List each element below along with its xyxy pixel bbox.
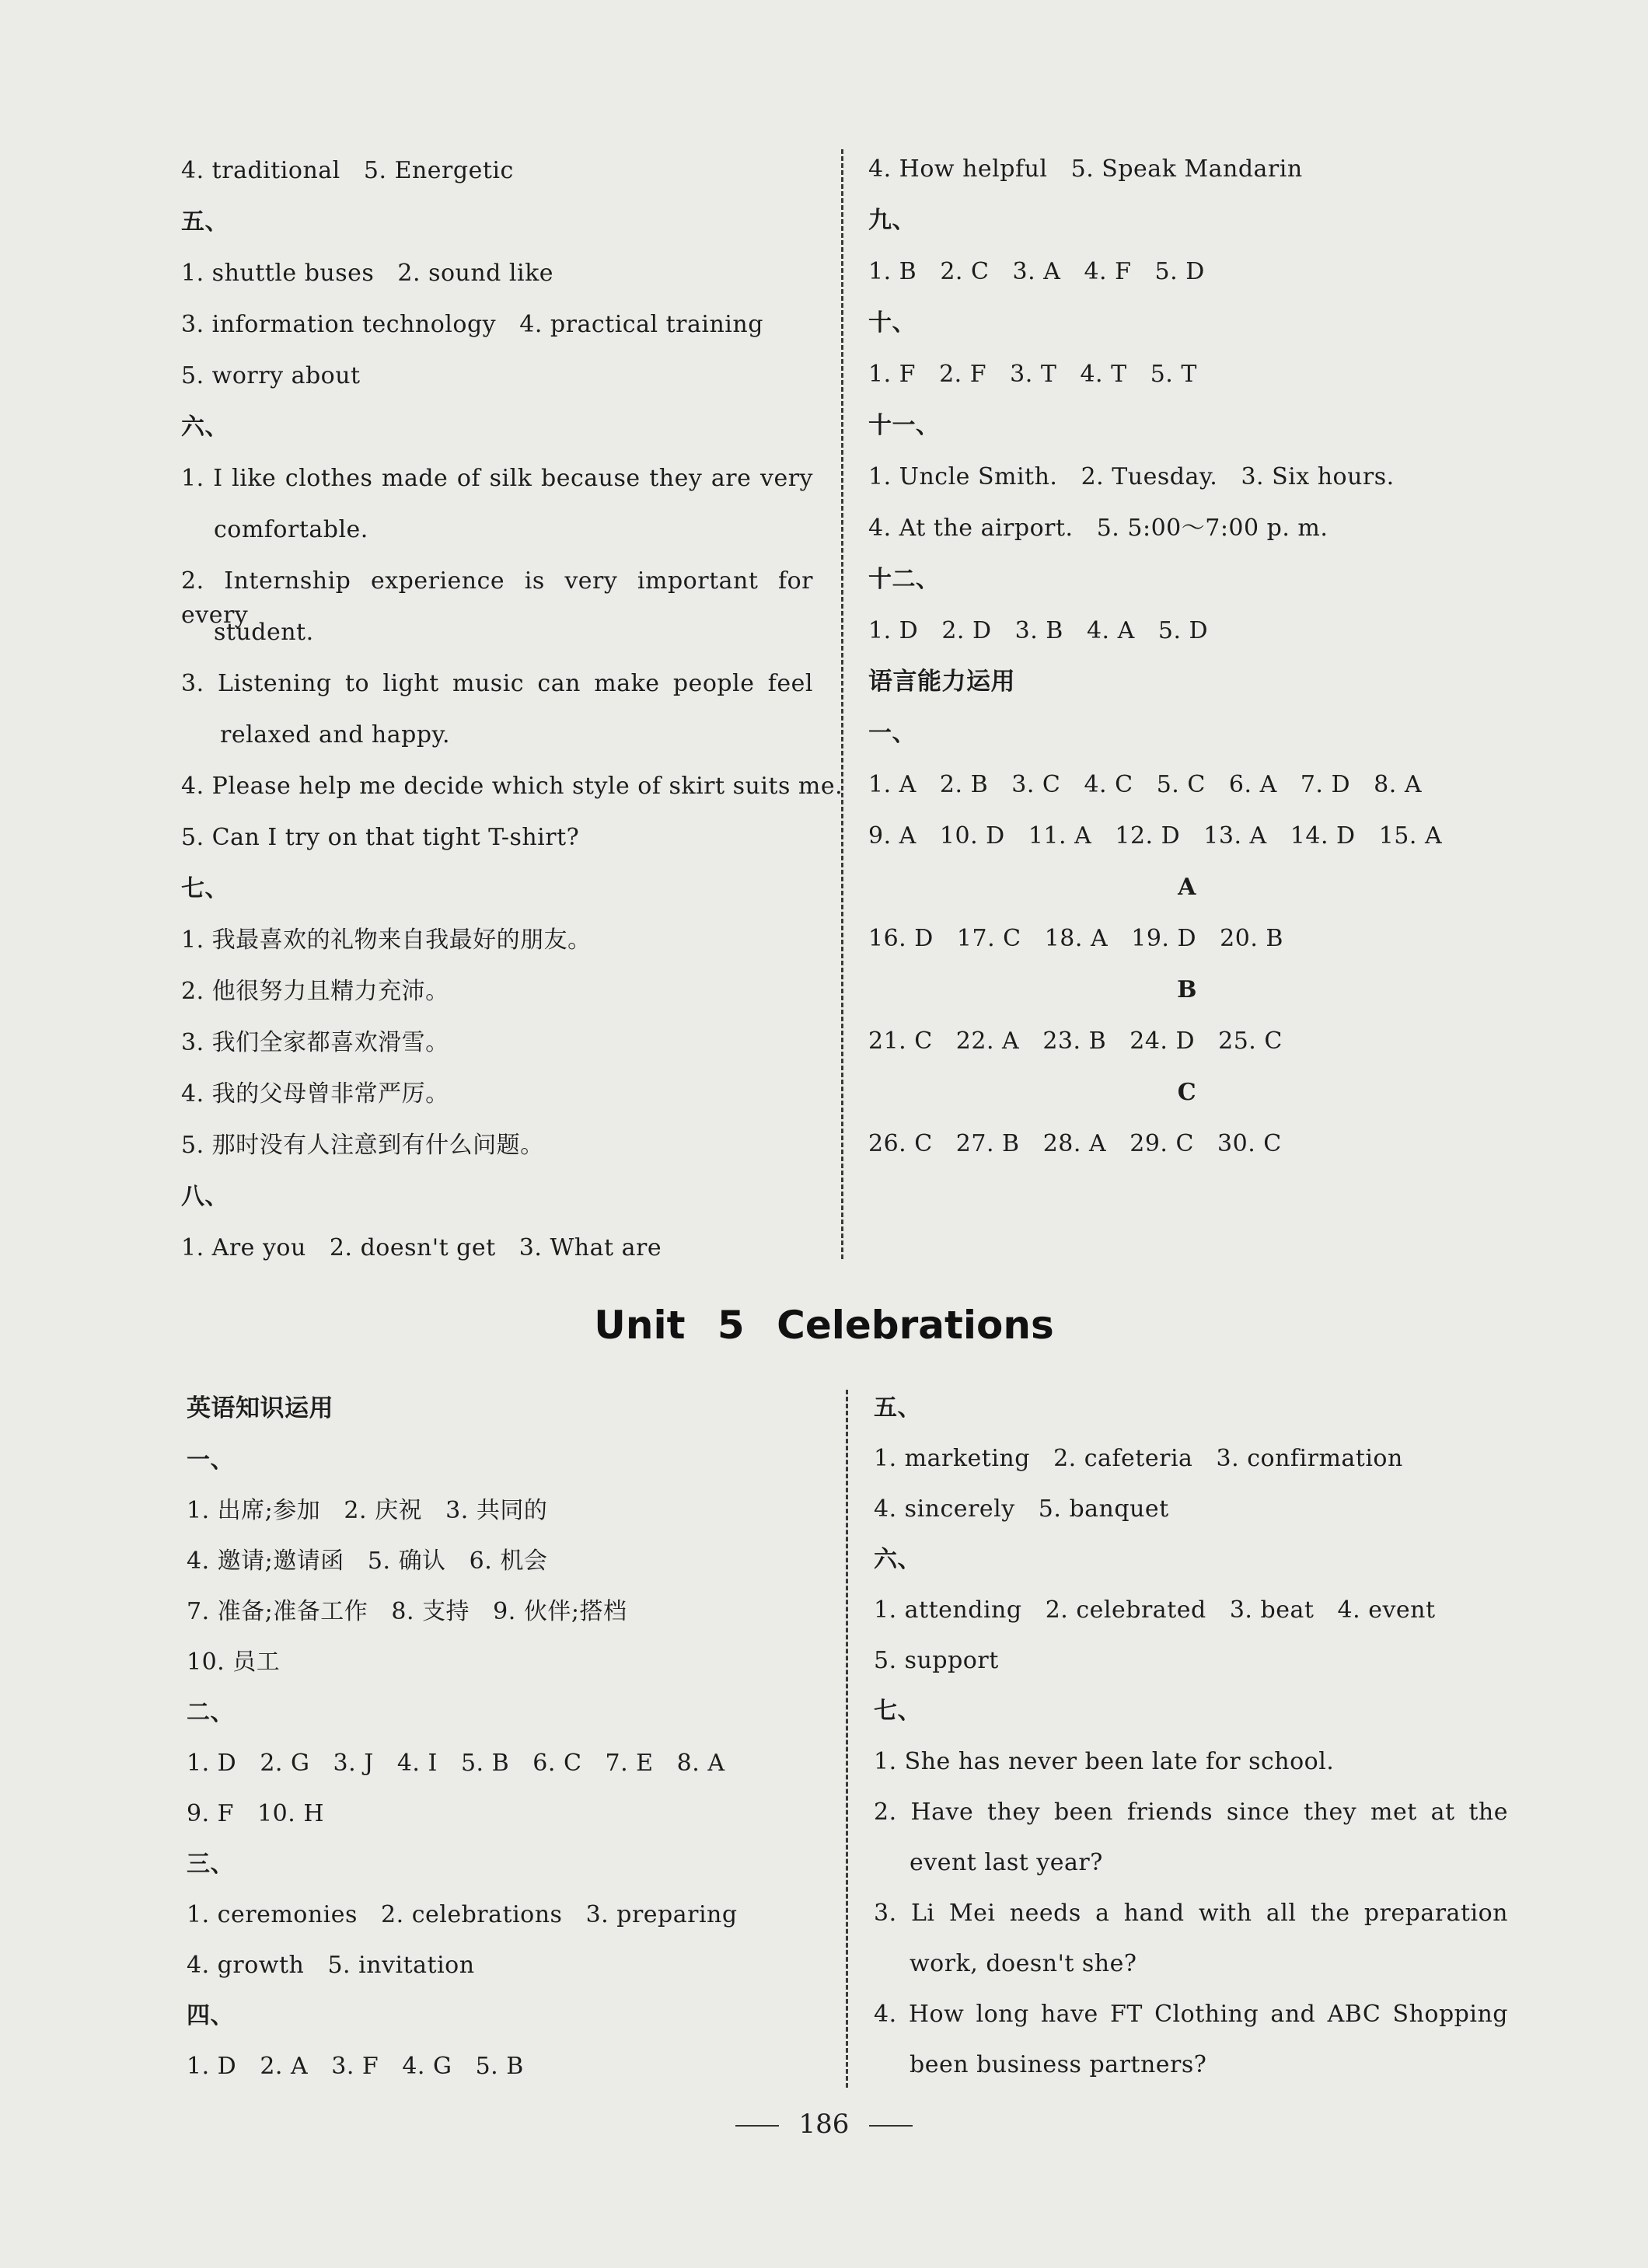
item-number: 4. (1337, 1596, 1361, 1624)
item-number: 9. (493, 1598, 516, 1625)
answer-text: Tuesday. (1112, 463, 1218, 490)
page-number (0, 2105, 1648, 2144)
section-heading-1: 一、 (868, 720, 916, 747)
section-heading-6: 六、 (874, 1546, 921, 1573)
answer-text: Speak Mandarin (1102, 155, 1303, 183)
item-number: 3. (1229, 1596, 1253, 1624)
dash-right (869, 2125, 913, 2127)
answer-line (874, 1593, 1436, 1628)
answer-line (181, 359, 361, 393)
answer-line: 1. D 2. A 3. F 4. G 5. B (187, 2053, 524, 2080)
answer-line (181, 821, 579, 855)
item-number: 3. (181, 311, 204, 338)
answer-line (874, 1745, 1334, 1779)
answer-text: 我们全家都喜欢滑雪。 (211, 1029, 449, 1056)
page-number-value: 186 (798, 2109, 850, 2140)
answer-text: 我的父母曾非常严厉。 (211, 1080, 449, 1108)
answer-line (868, 152, 1303, 187)
section-heading-5: 五、 (874, 1394, 921, 1422)
section-heading-2: 二、 (187, 1699, 234, 1726)
section-heading-9: 九、 (868, 207, 916, 234)
section-title-english-knowledge: 英语知识运用 (187, 1394, 333, 1422)
item-number: 4. (181, 1080, 204, 1108)
answer-text: shuttle buses (211, 260, 375, 287)
answer-text: 他很努力且精力充沛。 (211, 978, 449, 1005)
answer-line (181, 308, 763, 342)
passage-marker-c: C (1177, 1079, 1197, 1106)
answer-text: 伙伴;搭档 (523, 1598, 627, 1625)
item-number: 2. (181, 978, 204, 1005)
answer-text: beat (1260, 1596, 1315, 1624)
section-heading-6: 六、 (181, 413, 229, 441)
section-heading-4: 四、 (187, 2002, 234, 2029)
answer-line: 9. A 10. D 11. A 12. D 13. A 14. D 15. A (868, 822, 1443, 850)
answer-text: worry about (211, 362, 361, 389)
answer-text: sound like (428, 260, 554, 287)
answer-text: 机会 (500, 1547, 548, 1575)
section-heading-7: 七、 (181, 875, 229, 902)
item-number: 1. (874, 1596, 897, 1624)
item-number: 1. (187, 1497, 210, 1524)
answer-text: 邀请;邀请函 (217, 1547, 344, 1575)
item-number: 1. (181, 465, 204, 492)
item-number: 2. (329, 1234, 353, 1261)
answer-line (874, 1442, 1403, 1476)
answer-line-continued: work, doesn't she? (910, 1950, 1137, 1977)
item-number: 3. (1216, 1445, 1240, 1472)
item-number: 3. (445, 1497, 469, 1524)
item-number: 1. (181, 1234, 204, 1261)
answer-line-continued: been business partners? (910, 2051, 1207, 2078)
column-divider (841, 149, 843, 1259)
answer-line (868, 460, 1395, 494)
item-number: 2. (397, 260, 421, 287)
item-number: 7. (187, 1598, 210, 1625)
answer-text: How long have FT Clothing and ABC Shopping (908, 2001, 1508, 2028)
answer-line (181, 667, 813, 701)
answer-line: 1. F 2. F 3. T 4. T 5. T (868, 361, 1197, 388)
answer-text: doesn't get (360, 1234, 496, 1261)
item-number: 3. (585, 1901, 609, 1928)
answer-text: Can I try on that tight T-shirt? (211, 824, 580, 851)
answer-text: event (1368, 1596, 1436, 1624)
answer-text: Six hours. (1272, 463, 1395, 490)
answer-line (187, 1645, 280, 1680)
item-number: 8. (391, 1598, 415, 1625)
answer-text: 准备;准备工作 (217, 1598, 368, 1625)
item-number: 4. (874, 1495, 897, 1523)
answer-line (187, 1949, 475, 1983)
item-number: 5. (1096, 515, 1120, 542)
answer-text: Have they been friends since they met at the (910, 1799, 1508, 1826)
answer-line: 26. C 27. B 28. A 29. C 30. C (868, 1130, 1282, 1157)
answer-text: 我最喜欢的礼物来自我最好的朋友。 (211, 926, 592, 954)
item-number: 10. (187, 1649, 225, 1676)
answer-text: attending (904, 1596, 1022, 1624)
answer-text: Li Mei needs a hand with all the preparation (910, 1900, 1508, 1927)
section-heading-3: 三、 (187, 1851, 234, 1878)
answer-text: Are you (211, 1234, 306, 1261)
answer-text: 确认 (398, 1547, 446, 1575)
section-heading-8: 八、 (181, 1183, 229, 1210)
answer-line-continued: student. (214, 619, 314, 646)
item-number: 5. (363, 157, 387, 184)
answer-text: 出席;参加 (217, 1497, 321, 1524)
item-number: 1. (874, 1445, 897, 1472)
answer-text: Internship experience is very important for every (181, 567, 813, 629)
answer-line-continued: event last year? (910, 1849, 1103, 1876)
item-number: 3. (181, 670, 204, 697)
item-number: 5. (181, 1132, 204, 1159)
section-heading-5: 五、 (181, 208, 229, 236)
dash-left (735, 2125, 779, 2127)
answer-line (181, 1026, 449, 1060)
item-number: 1. (874, 1748, 897, 1775)
answer-text: ceremonies (217, 1901, 358, 1928)
answer-line (187, 1595, 627, 1629)
item-number: 1. (187, 1901, 210, 1928)
answer-text: Uncle Smith. (899, 463, 1058, 490)
answer-line-continued: relaxed and happy. (220, 721, 451, 748)
section-title-language-ability: 语言能力运用 (868, 668, 1015, 696)
answer-line (187, 1898, 738, 1932)
answer-line-continued: comfortable. (214, 516, 368, 543)
item-number: 4. (187, 1952, 210, 1979)
item-number: 3. (518, 1234, 543, 1261)
answer-line: 1. D 2. D 3. B 4. A 5. D (868, 617, 1209, 644)
answer-line (181, 923, 592, 958)
item-number: 3. (181, 1029, 204, 1056)
section-heading-10: 十、 (868, 309, 916, 337)
answer-line: 1. B 2. C 3. A 4. F 5. D (868, 258, 1205, 285)
answer-line: 1. A 2. B 3. C 4. C 5. C 6. A 7. D 8. A (868, 771, 1422, 798)
answer-line (181, 1129, 544, 1163)
item-number: 4. (187, 1547, 210, 1575)
answer-line (181, 769, 843, 804)
answer-line (181, 1231, 662, 1265)
answer-text: 员工 (232, 1649, 281, 1676)
answer-text: practical training (550, 311, 763, 338)
item-number: 2. (1053, 1445, 1077, 1472)
answer-line (874, 1644, 999, 1678)
item-number: 2. (1081, 463, 1105, 490)
answer-line (181, 256, 553, 291)
column-divider (846, 1390, 848, 2088)
answer-line (187, 1544, 547, 1579)
item-number: 4. (874, 2001, 897, 2028)
answer-text: 5:00～7:00 p. m. (1127, 515, 1329, 542)
answer-text: How helpful (899, 155, 1048, 183)
answer-line (181, 462, 813, 496)
answer-text: preparing (616, 1901, 738, 1928)
answer-text: 支持 (422, 1598, 470, 1625)
answer-line: 16. D 17. C 18. A 19. D 20. B (868, 925, 1283, 952)
item-number: 5. (327, 1952, 351, 1979)
answer-line: 1. D 2. G 3. J 4. I 5. B 6. C 7. E 8. A (187, 1750, 725, 1777)
answer-text: Listening to light music can make people feel (217, 670, 813, 697)
answer-text: marketing (904, 1445, 1030, 1472)
answer-text: traditional (211, 157, 340, 184)
unit-title: Unit 5 Celebrations (594, 1303, 1054, 1348)
item-number: 5. (874, 1647, 897, 1674)
answer-line (187, 1494, 547, 1528)
answer-line: 21. C 22. A 23. B 24. D 25. C (868, 1028, 1283, 1055)
answer-text: 那时没有人注意到有什么问题。 (211, 1132, 544, 1159)
item-number: 1. (868, 463, 892, 490)
item-number: 1. (181, 260, 204, 287)
answer-text: At the airport. (899, 515, 1074, 542)
passage-marker-a: A (1178, 874, 1196, 901)
answer-text: I like clothes made of silk because they are very (213, 465, 813, 492)
item-number: 2. (344, 1497, 368, 1524)
answer-text: support (904, 1647, 999, 1674)
answer-text: growth (217, 1952, 305, 1979)
answer-line (874, 1795, 1508, 1830)
item-number: 4. (519, 311, 543, 338)
item-number: 5. (1070, 155, 1095, 183)
answer-text: celebrations (411, 1901, 563, 1928)
item-number: 5. (181, 824, 204, 851)
answer-text: invitation (358, 1952, 475, 1979)
item-number: 2. (381, 1901, 404, 1928)
answer-text: banquet (1069, 1495, 1169, 1523)
item-number: 2. (874, 1799, 897, 1826)
answer-line (874, 1492, 1169, 1527)
item-number: 6. (469, 1547, 493, 1575)
answer-text: confirmation (1247, 1445, 1403, 1472)
item-number: 1. (181, 926, 204, 954)
item-number: 4. (181, 773, 204, 800)
item-number: 5. (367, 1547, 391, 1575)
item-number: 5. (1038, 1495, 1062, 1523)
item-number: 4. (868, 515, 892, 542)
answer-line (874, 1998, 1508, 2032)
answer-line (874, 1896, 1508, 1931)
passage-marker-b: B (1177, 976, 1197, 1003)
item-number: 2. (1045, 1596, 1069, 1624)
item-number: 4. (868, 155, 892, 183)
answer-line: 9. F 10. H (187, 1800, 324, 1827)
section-heading-12: 十二、 (868, 566, 940, 593)
section-heading-11: 十一、 (868, 412, 940, 439)
item-number: 3. (1241, 463, 1265, 490)
answer-text: Please help me decide which style of skirt suits me. (211, 773, 843, 800)
answer-line (868, 511, 1328, 546)
answer-text: information technology (211, 311, 497, 338)
item-number: 5. (181, 362, 204, 389)
section-heading-1: 一、 (187, 1446, 234, 1474)
item-number: 3. (874, 1900, 897, 1927)
answer-line (181, 154, 514, 188)
item-number: 2. (181, 567, 204, 595)
answer-text: She has never been late for school. (904, 1748, 1335, 1775)
section-heading-7: 七、 (874, 1698, 921, 1725)
answer-text: 共同的 (476, 1497, 548, 1524)
answer-line (181, 975, 449, 1009)
answer-text: What are (550, 1234, 662, 1261)
answer-line (181, 1077, 449, 1111)
answer-text: celebrated (1076, 1596, 1206, 1624)
answer-text: sincerely (904, 1495, 1015, 1523)
item-number: 4. (181, 157, 204, 184)
answer-text: cafeteria (1084, 1445, 1193, 1472)
answer-text: 庆祝 (375, 1497, 423, 1524)
answer-text: Energetic (394, 157, 514, 184)
